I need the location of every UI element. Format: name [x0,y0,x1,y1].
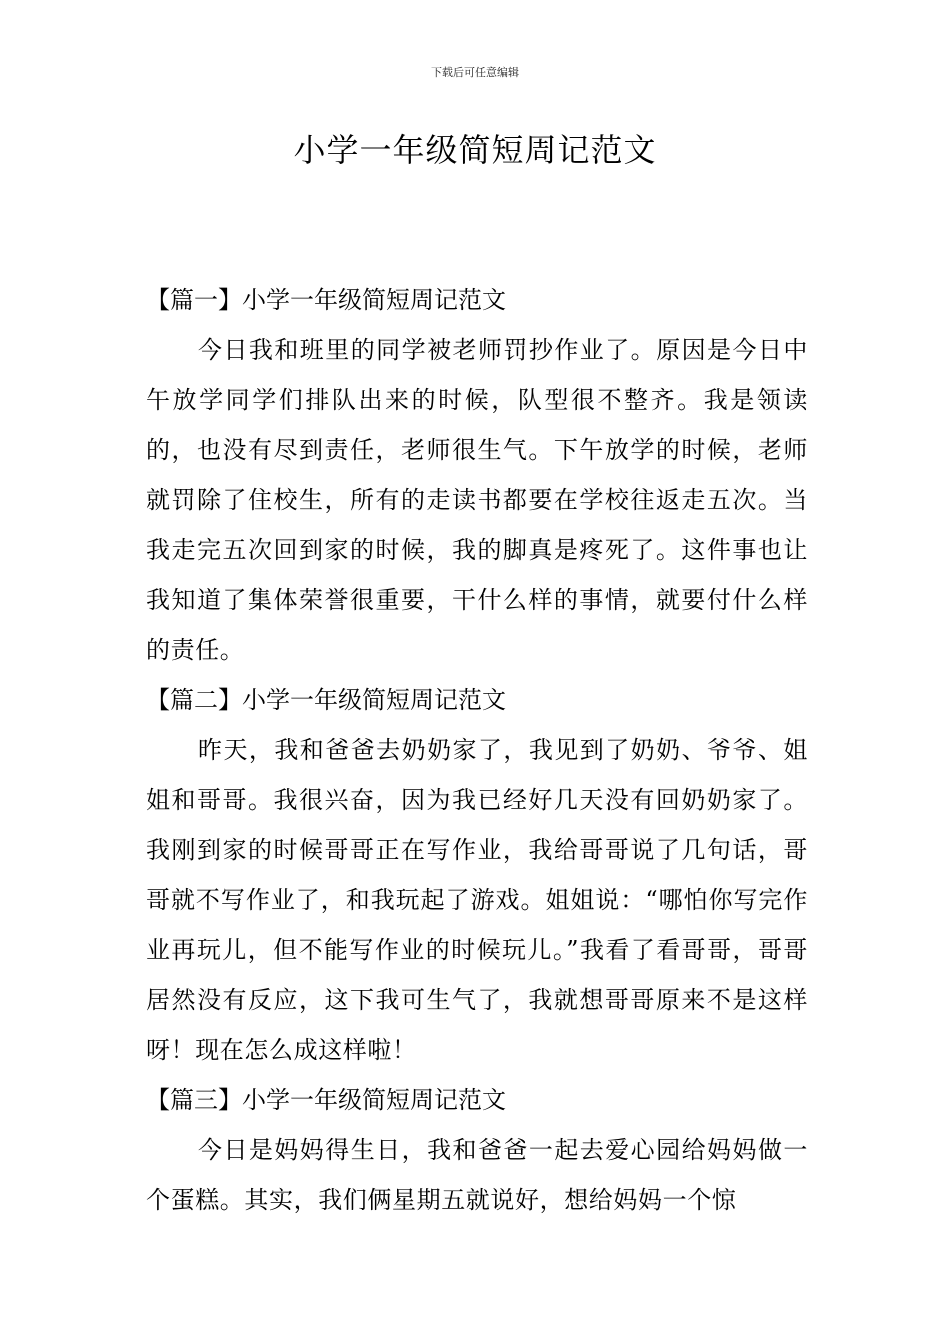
section-heading-3: 【篇三】小学一年级简短周记范文 [146,1086,506,1114]
header-note: 下载后可任意编辑 [431,66,519,79]
section-heading-1: 【篇一】小学一年级简短周记范文 [146,286,506,314]
page-title: 小学一年级简短周记范文 [293,131,657,169]
document-body [146,275,808,1225]
section-heading-2: 【篇二】小学一年级简短周记范文 [146,686,506,714]
section-paragraph-1: 今日我和班里的同学被老师罚抄作业了。原因是今日中午放学同学们排队出来的时候，队型很不整齐。我是领读的，也没有尽到责任，老师很生气。下午放学的时候，老师就罚除了住校生，所有的走读书都要在学校往返走五次。当我走完五次回到家的时候，我的脚真是疼死了。这件事也让我知道了集体荣誉很重要，干什么样的事情，就要付什么样的责任。 [146,336,808,664]
section-paragraph-2: 昨天，我和爸爸去奶奶家了，我见到了奶奶、爷爷、姐姐和哥哥。我很兴奋，因为我已经好几天没有回奶奶家了。我刚到家的时候哥哥正在写作业，我给哥哥说了几句话，哥哥就不写作业了，和我玩起了游戏。姐姐说：“哪怕你写完作业再玩儿，但不能写作业的时候玩儿。”我看了看哥哥，哥哥居然没有反应，这下我可生气了，我就想哥哥原来不是这样呀！现在怎么成这样啦！ [146,736,808,1064]
section-paragraph-3: 今日是妈妈得生日，我和爸爸一起去爱心园给妈妈做一个蛋糕。其实，我们俩星期五就说好，想给妈妈一个惊 [146,1136,808,1214]
